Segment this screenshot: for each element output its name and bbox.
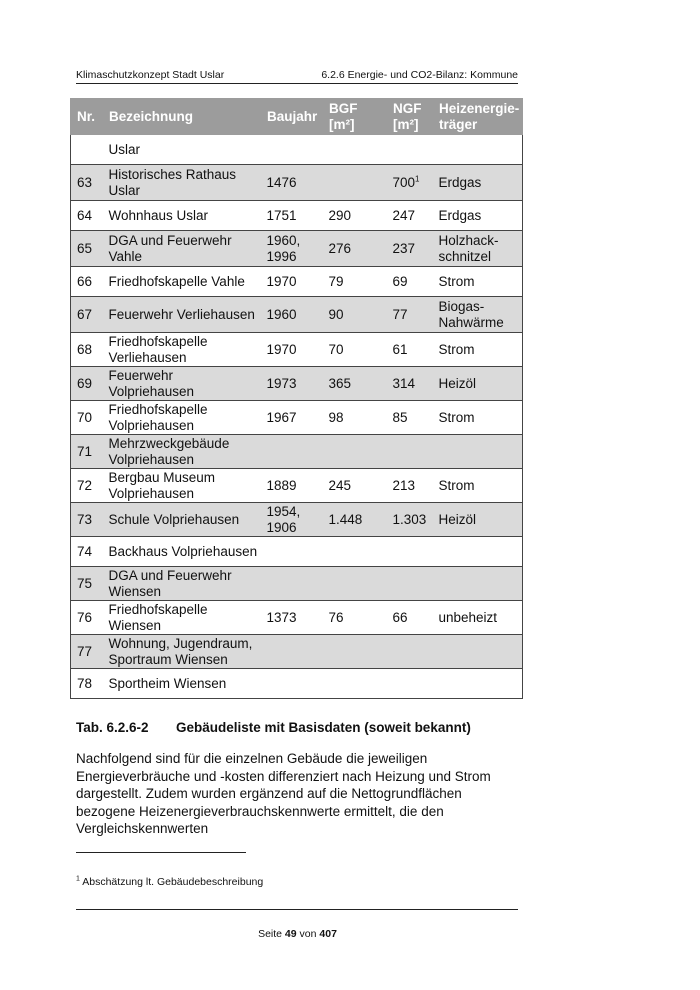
cell-baujahr: 1476	[261, 165, 323, 201]
cell-heizenergietraeger: Heizöl	[433, 503, 523, 537]
col-nr: Nr.	[71, 99, 103, 135]
cell-bezeichnung: Historisches Rathaus Uslar	[103, 165, 261, 201]
cell-baujahr	[261, 135, 323, 165]
footnote	[76, 876, 263, 888]
cell-nr: 73	[71, 503, 103, 537]
cell-bgf: 79	[323, 267, 387, 297]
cell-bgf	[323, 635, 387, 669]
table-caption	[76, 720, 471, 735]
cell-heizenergietraeger: Heizöl	[433, 367, 523, 401]
cell-ngf: 314	[387, 367, 433, 401]
cell-ngf: 77	[387, 297, 433, 333]
cell-heizenergietraeger	[433, 435, 523, 469]
cell-baujahr	[261, 669, 323, 699]
cell-nr: 71	[71, 435, 103, 469]
table-row	[71, 401, 523, 435]
footer-prefix: Seite	[258, 928, 282, 940]
cell-ngf: 66	[387, 601, 433, 635]
cell-heizenergietraeger	[433, 537, 523, 567]
cell-bgf: 76	[323, 601, 387, 635]
col-bgf: BGF [m²]	[323, 99, 387, 135]
cell-bezeichnung: Friedhofskapelle Vahle	[103, 267, 261, 297]
cell-heizenergietraeger: Biogas-Nahwärme	[433, 297, 523, 333]
cell-ngf: $700^1$	[387, 165, 433, 201]
cell-nr: 70	[71, 401, 103, 435]
cell-ngf	[387, 537, 433, 567]
cell-baujahr: 1960	[261, 297, 323, 333]
table-row	[71, 537, 523, 567]
cell-ngf: 85	[387, 401, 433, 435]
table-row	[71, 503, 523, 537]
cell-heizenergietraeger	[433, 135, 523, 165]
footnote-mark: 1	[76, 875, 80, 883]
table-row	[71, 201, 523, 231]
footer-mid: von	[299, 928, 317, 940]
cell-bgf: 1.448	[323, 503, 387, 537]
cell-heizenergietraeger: Strom	[433, 333, 523, 367]
cell-bezeichnung: Schule Volpriehausen	[103, 503, 261, 537]
header-right: 6.2.6 Energie- und CO2-Bilanz: Kommune	[321, 69, 518, 81]
cell-bgf	[323, 537, 387, 567]
cell-baujahr: 1970	[261, 333, 323, 367]
cell-bgf	[323, 435, 387, 469]
cell-nr	[71, 135, 103, 165]
cell-heizenergietraeger: Strom	[433, 267, 523, 297]
table-row	[71, 165, 523, 201]
table-row	[71, 567, 523, 601]
cell-nr: 64	[71, 201, 103, 231]
cell-nr: 75	[71, 567, 103, 601]
cell-nr: 63	[71, 165, 103, 201]
cell-bezeichnung: Mehrzweckgebäude Volpriehausen	[103, 435, 261, 469]
caption-number: Tab. 6.2.6-2	[76, 720, 149, 735]
cell-baujahr	[261, 435, 323, 469]
cell-nr: 68	[71, 333, 103, 367]
cell-bezeichnung: Feuerwehr Volpriehausen	[103, 367, 261, 401]
cell-bgf	[323, 669, 387, 699]
cell-bezeichnung: Friedhofskapelle Verliehausen	[103, 333, 261, 367]
cell-bgf: 365	[323, 367, 387, 401]
col-baujahr: Baujahr	[261, 99, 323, 135]
table-row	[71, 601, 523, 635]
cell-ngf: 1.303	[387, 503, 433, 537]
cell-ngf: 61	[387, 333, 433, 367]
cell-nr: 77	[71, 635, 103, 669]
cell-bgf: 90	[323, 297, 387, 333]
cell-bezeichnung: DGA und Feuerwehr Vahle	[103, 231, 261, 267]
cell-baujahr	[261, 567, 323, 601]
footer-rule	[76, 909, 518, 910]
cell-baujahr: 1973	[261, 367, 323, 401]
cell-nr: 78	[71, 669, 103, 699]
cell-nr: 66	[71, 267, 103, 297]
table-row	[71, 669, 523, 699]
cell-heizenergietraeger: Strom	[433, 401, 523, 435]
cell-bezeichnung: Wohnung, Jugendraum, Sportraum Wiensen	[103, 635, 261, 669]
cell-nr: 72	[71, 469, 103, 503]
building-table	[70, 98, 523, 699]
body-paragraph: Nachfolgend sind für die einzelnen Gebäude die jeweiligen Energieverbräuche und -kosten differenziert nach Heizung und Strom dargestellt. Zudem wurden ergänzend auf die Nettogrundflächen bezogene Heizenergieverbrauchskennwerte ermittelt, die den Vergleichskennwerten	[76, 751, 491, 836]
cell-ngf: 237	[387, 231, 433, 267]
cell-heizenergietraeger	[433, 669, 523, 699]
cell-heizenergietraeger: Strom	[433, 469, 523, 503]
cell-bgf: 276	[323, 231, 387, 267]
cell-bezeichnung: Wohnhaus Uslar	[103, 201, 261, 231]
cell-ngf	[387, 635, 433, 669]
cell-bgf	[323, 165, 387, 201]
cell-baujahr	[261, 635, 323, 669]
cell-baujahr: 1954, 1906	[261, 503, 323, 537]
cell-bezeichnung: Friedhofskapelle Wiensen	[103, 601, 261, 635]
cell-nr: 69	[71, 367, 103, 401]
table-header-row	[71, 99, 523, 135]
table-row	[71, 469, 523, 503]
cell-baujahr: 1970	[261, 267, 323, 297]
cell-bezeichnung: Backhaus Volpriehausen	[103, 537, 261, 567]
cell-baujahr: 1960, 1996	[261, 231, 323, 267]
cell-ngf	[387, 135, 433, 165]
cell-heizenergietraeger: unbeheizt	[433, 601, 523, 635]
cell-bezeichnung: Feuerwehr Verliehausen	[103, 297, 261, 333]
cell-bgf	[323, 135, 387, 165]
cell-nr: 74	[71, 537, 103, 567]
footnote-ref: 1	[415, 174, 420, 183]
col-heizenergietraeger: Heizenergie-träger	[433, 99, 523, 135]
cell-heizenergietraeger: Holzhack-schnitzel	[433, 231, 523, 267]
col-bezeichnung: Bezeichnung	[103, 99, 261, 135]
cell-baujahr: 1889	[261, 469, 323, 503]
cell-bgf: 290	[323, 201, 387, 231]
cell-ngf: 69	[387, 267, 433, 297]
cell-ngf: 247	[387, 201, 433, 231]
cell-nr: 76	[71, 601, 103, 635]
footer-page: 49	[284, 928, 297, 940]
cell-bezeichnung: Sportheim Wiensen	[103, 669, 261, 699]
cell-bgf: 98	[323, 401, 387, 435]
cell-ngf	[387, 435, 433, 469]
cell-bezeichnung: Friedhofskapelle Volpriehausen	[103, 401, 261, 435]
cell-baujahr	[261, 537, 323, 567]
cell-bgf: 245	[323, 469, 387, 503]
cell-heizenergietraeger: Erdgas	[433, 201, 523, 231]
cell-heizenergietraeger	[433, 567, 523, 601]
page-footer	[0, 928, 595, 940]
table-row	[71, 435, 523, 469]
footnote-rule	[76, 852, 246, 853]
cell-baujahr: 1967	[261, 401, 323, 435]
page-header	[76, 67, 518, 84]
table-row	[71, 635, 523, 669]
table-row	[71, 267, 523, 297]
caption-text: Gebäudeliste mit Basisdaten (soweit bekannt)	[176, 720, 471, 735]
cell-bgf	[323, 567, 387, 601]
cell-baujahr: 1751	[261, 201, 323, 231]
cell-bezeichnung: Uslar	[103, 135, 261, 165]
table-row	[71, 231, 523, 267]
cell-baujahr: 1373	[261, 601, 323, 635]
table-row	[71, 333, 523, 367]
cell-nr: 67	[71, 297, 103, 333]
table-row	[71, 297, 523, 333]
table-row	[71, 135, 523, 165]
cell-heizenergietraeger: Erdgas	[433, 165, 523, 201]
cell-heizenergietraeger	[433, 635, 523, 669]
cell-ngf	[387, 567, 433, 601]
footer-total: 407	[319, 928, 337, 940]
table-row	[71, 367, 523, 401]
footnote-text: Abschätzung lt. Gebäudebeschreibung	[82, 876, 264, 888]
cell-ngf: 213	[387, 469, 433, 503]
cell-bezeichnung: DGA und Feuerwehr Wiensen	[103, 567, 261, 601]
header-left: Klimaschutzkonzept Stadt Uslar	[76, 69, 225, 81]
cell-bgf: 70	[323, 333, 387, 367]
cell-bezeichnung: Bergbau Museum Volpriehausen	[103, 469, 261, 503]
cell-ngf	[387, 669, 433, 699]
col-ngf: NGF [m²]	[387, 99, 433, 135]
cell-nr: 65	[71, 231, 103, 267]
